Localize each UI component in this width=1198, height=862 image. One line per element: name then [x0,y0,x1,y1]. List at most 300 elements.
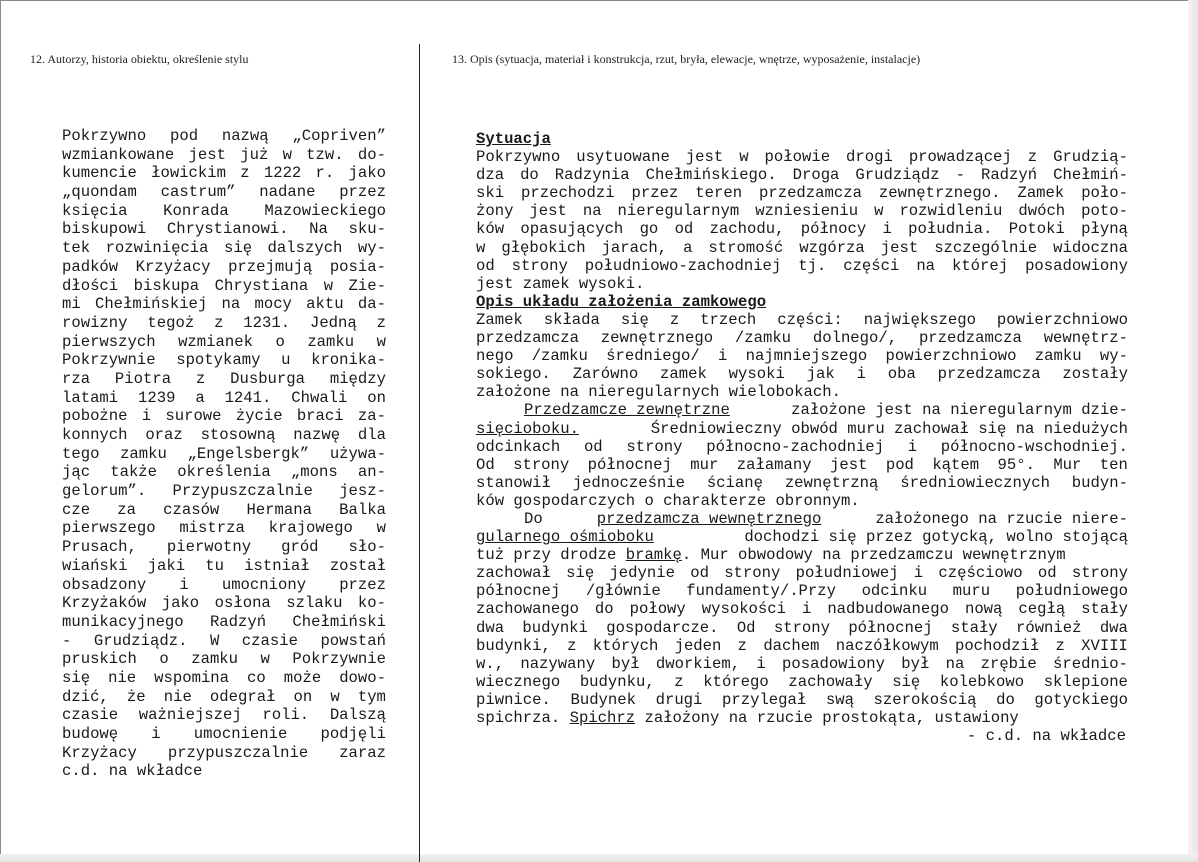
word: Na [309,220,328,239]
term-inner-bailey: przedzamcza wewnętrznego [596,509,822,528]
word: w [260,650,270,669]
word: między [329,369,386,388]
word: Krzyżacy [62,743,137,762]
word: wiecznego [476,672,561,691]
text-line [62,632,386,651]
term-decagon: sięcioboku. [476,419,579,438]
word: żony [476,202,514,221]
word: największego [863,310,976,329]
word: aktu [306,295,344,314]
word: pierwszych [62,332,156,351]
word: północno-zachodniej [706,437,885,456]
word: padków [62,257,119,276]
term-octagon: gularnego ośmioboku [476,528,654,547]
word: zrębie [980,654,1037,673]
text-fragment: dochodzi się przez gotycką, wolno stojącą [744,528,1128,547]
text-fragment: . Mur obwodowy na przedzamczu wewnętrznym [681,546,1066,565]
word: północnej [848,618,933,637]
word: i [801,600,812,619]
word: jest [529,202,567,221]
word: był [611,654,640,673]
word: budowę [62,725,119,743]
word: Zarówno [572,365,639,384]
text-line [62,594,386,613]
word: wspomina [154,668,230,687]
word: wy- [1099,347,1128,366]
word: konnych [62,426,128,444]
word: nie [108,668,137,687]
text-line [62,351,386,370]
word: posadowiony [1025,256,1128,275]
word: zewnętrzną [784,473,879,492]
text-fragment: założony na rzucie prostokąta, ustawiony [644,709,1019,727]
word: an- [357,463,386,482]
word: podjęli [320,725,386,743]
word: dwa [1099,618,1128,637]
word: ków [476,220,505,239]
word: co [247,668,266,687]
word: wzmianek [178,332,253,351]
word: tek [62,239,91,258]
text-line [476,456,1128,474]
word: dza [476,166,505,185]
word: życie [235,407,283,426]
word: „Copriven” [292,127,386,145]
word: nadbudowanego [827,600,949,619]
word: 1241. [224,388,272,407]
text-line [476,329,1128,347]
word: z [195,369,206,388]
word: Chwali [291,388,348,407]
word: już [240,145,269,164]
word: połowie [764,148,831,167]
word: pierwszego [62,519,156,538]
text-line [62,519,386,538]
word: mi [62,295,81,314]
word: może [283,668,322,687]
word: pochodził [954,636,1040,655]
word: jest [880,238,919,257]
word: budynku, [579,672,655,691]
word: dłości [62,276,119,295]
word: średnio- [1053,654,1128,673]
word: piwnice. [476,690,551,709]
term-outer-bailey: Przedzamcze zewnętrzne [524,401,730,420]
text-line [62,127,386,146]
text-line [62,426,386,445]
word: Potoki [1008,220,1065,239]
word: 1239 [138,388,176,407]
word: „Engelsbergk” [187,444,310,463]
word: Pokrzywnie [292,650,386,669]
word: której [951,256,1009,275]
word: średniowiecznych [900,473,1050,492]
word: strony [626,437,683,456]
word: odcinku [861,582,928,601]
word: kronika- [311,351,386,370]
word: Chrystiana [214,276,309,295]
word: przez [339,183,386,202]
word: sku- [348,220,386,239]
text-line [476,546,1128,564]
word: cegłą [1018,600,1066,619]
word: szczególnie [934,238,1038,257]
text-line [62,239,386,258]
word: tym [357,687,386,706]
text-line [62,445,386,464]
text-line [476,365,1128,383]
word: przedzamcza [937,365,1041,384]
word: Dalszą [329,706,386,725]
text-line [476,528,1128,546]
word: Od [736,618,756,637]
text-fragment: Średniowieczny obwód muru zachował się na niedużych [650,419,1128,438]
text-fragment: jest zamek wysoki. [476,274,645,293]
word: przejmują [228,257,313,276]
word: północnej [587,455,672,474]
word: do- [357,145,386,164]
word: fundamenty/.Przy [686,582,836,601]
text-line [476,673,1128,691]
word: budyn- [1071,473,1128,492]
word: - [955,166,965,185]
text-line [62,706,386,725]
word: zachował [476,564,551,583]
word: budynki [522,618,588,637]
word: nie [163,687,192,706]
text-line [476,510,1128,528]
word: oba [887,365,916,384]
word: łowickim [151,164,226,183]
word: i [913,564,924,583]
text-line [62,333,386,352]
continued-text: - c.d. na wkładce [966,727,1126,746]
word: nazywany [520,654,596,673]
word: W [209,631,220,650]
word: tegoż [147,313,195,332]
word: zamku [307,332,355,351]
word: stromość [708,238,784,257]
word: Balka [339,500,386,519]
text-line [62,277,386,296]
word: nową [964,600,1003,619]
word: że [126,687,146,706]
word: się [892,672,921,691]
word: Chełmińskiego. [645,166,777,185]
word: południowej [795,564,899,583]
word: tu [205,556,224,575]
word: Grudzią- [1053,148,1128,167]
word: rozwidleniu [899,202,1003,221]
word: czasie [62,706,119,725]
word: z [214,313,224,332]
text-line [476,383,1128,401]
word: w [739,148,749,167]
word: z [1055,636,1065,655]
text-line [62,258,386,277]
word: oraz [145,426,183,444]
word: jest [188,145,226,164]
word: się [62,668,91,687]
word: Radzyń [980,166,1038,185]
word: Pokrzywno [476,148,561,167]
word: na [221,295,241,314]
word: w [376,519,386,538]
left-section-header: 12. Autorzy, historia obiektu, określenie stylu [30,52,249,66]
word: prowadzącej [908,148,1012,167]
word: głębokich [501,238,586,257]
text-line [476,474,1128,492]
word: połowy [629,600,686,619]
word: a [195,388,205,407]
word: tzw. [306,145,344,164]
text-line [62,183,386,202]
word: r. [315,164,335,183]
text-line [476,166,1128,184]
word: w [282,145,292,164]
word: powstań [320,631,386,650]
word: dwa [476,618,505,637]
word: rza [62,369,91,388]
word: jednocześnie [572,473,685,492]
text-line [476,600,1128,618]
word: budynki, [476,636,551,655]
word: pobożne [62,407,128,426]
word: załamany [736,455,812,474]
word: za [117,500,136,519]
word: i [856,365,866,384]
word: w [874,202,884,221]
word: szlaku [286,594,343,613]
word: kumencie [62,164,137,183]
word: do [594,600,614,619]
word: biskupa [133,276,200,295]
word: dwóch [1018,202,1066,221]
word: dzić, [62,687,109,706]
word: umocnienie [193,725,288,743]
word: północnej [476,582,561,601]
word: jaki [147,556,186,575]
word: wzgórza [799,238,865,257]
word: istniał [244,556,310,575]
word: obsadzony [62,575,147,594]
text-fragment: tuż przy drodze [476,546,617,565]
word: zachowanego [476,600,579,619]
word: stały [950,618,998,637]
text-line [476,492,1128,510]
word: poło- [1081,184,1128,203]
word: w [376,332,386,351]
word: zamku [1034,347,1082,366]
word: i [882,220,892,239]
word: XVIII [1081,636,1128,655]
section-heading-layout: Opis układu założenia zamkowego [476,292,767,311]
text-fragment: spichrza. [476,709,561,727]
word: przylegał [722,690,807,709]
text-line [62,370,386,389]
word: kolebkowo [939,672,1025,691]
word: na [945,654,965,673]
text-fragment: założone jest na nieregularnym dzie- [791,401,1128,420]
text-line [62,501,386,520]
word: w [323,276,334,295]
word: pierwotny [166,538,252,557]
word: odcinkach [476,437,561,456]
word: z [674,672,684,691]
word: zachodu, [709,220,785,239]
word: na [582,202,602,221]
word: zewnętrznego. [878,184,1001,203]
continued-note [476,727,1128,745]
word: tego [62,444,100,463]
section-heading-situation: Sytuacja [476,130,551,148]
word: szerokością [873,690,977,709]
text-fragment: założonego na rzucie niere- [875,509,1128,528]
word: biskupowi [62,220,147,239]
word: od [476,256,495,275]
word: „mons [290,463,338,482]
column-divider [419,44,420,862]
word: nazwą [221,127,269,145]
word: i [151,725,161,743]
word: do [520,166,539,185]
word: strony [724,564,781,583]
word: Konrada [163,201,229,220]
word: nego [476,347,514,366]
inner-bailey-paragraph [476,510,1128,745]
word: gród [281,538,319,557]
word: ko- [357,594,386,613]
word: pod [170,127,199,145]
word: na [916,256,936,275]
word: z [567,636,577,655]
word: za- [357,407,386,426]
right-section-header: 13. Opis (sytuacja, materiał i konstrukcja, rzut, bryła, elewacje, wnętrze, wyposażenie, instalacje) [452,52,921,66]
word: munikacyjnego [62,612,184,631]
text-line [476,709,1128,727]
word: mistrza [179,519,245,538]
word: Radzynia [554,166,630,185]
word: z [737,636,748,655]
text-line [476,347,1128,365]
text-line [62,220,386,239]
word: posadowiony [782,654,885,673]
word: od [674,220,694,239]
text-line [62,538,386,557]
word: dla [357,426,386,444]
word: części: [777,310,843,329]
text-line [62,669,386,688]
word: ważniejszej [138,706,242,725]
word: a [683,238,693,257]
text-line [62,463,386,482]
word: Krzyżaków [62,594,147,613]
word: Hermana [246,500,312,519]
word: od [1037,564,1057,583]
word: wysokości [701,600,786,619]
word: północy [800,220,867,239]
word: /zamku [734,329,792,348]
word: swą [825,690,854,709]
word: nadane [259,183,316,202]
word: stosowną [200,426,276,444]
text-line [476,184,1128,202]
word: rowizny [62,313,128,332]
word: /zamku [531,347,588,366]
word: Pokrzywno [62,127,147,145]
word: przedzamcza [476,329,579,348]
word: Droga [792,166,840,185]
text-line [476,148,1128,166]
word: opasujących [520,220,624,239]
description-text-column [476,130,1128,745]
word: z [376,313,386,332]
word: płyną [1081,220,1128,239]
word: da- [357,295,386,314]
word: - [62,631,72,650]
word: powierzchniowo [885,347,1017,366]
word: z [240,164,250,183]
word: gelorum”. [62,482,147,501]
text-line [476,401,1128,419]
word: stały [1081,600,1128,619]
text-line [62,725,386,744]
word: księcia [62,201,128,220]
word: używa- [329,444,386,463]
word: wzmiankowane [62,145,175,164]
word: Jedną [309,313,357,332]
word: w., [476,654,505,673]
word: których [592,636,659,655]
word: był [901,654,930,673]
word: trzech [700,310,757,329]
word: składa [543,310,600,329]
word: muru [952,582,991,601]
word: zaraz [339,743,386,762]
word: latami [62,388,119,407]
word: określenia [177,463,271,482]
word: się [620,310,649,329]
word: jesz- [339,482,386,501]
text-line [62,650,386,669]
word: ski [476,184,505,203]
text-line [476,438,1128,456]
text-line [62,557,386,576]
page-edge-right [1188,0,1198,862]
text-line [476,239,1128,257]
word: z [1027,148,1038,167]
word: zostały [1062,365,1128,384]
word: wzniesieniu [755,202,859,221]
word: poto- [1081,202,1128,221]
word: i [907,437,918,456]
word: zamku [120,444,167,463]
word: Mur [1053,455,1082,474]
word: od [583,437,603,456]
word: jeden [674,636,722,655]
text-line [62,389,386,408]
term-gate: bramkę [625,546,682,565]
word: zewnętrznego [600,329,714,348]
word: południowo-zachodniej [584,256,782,275]
word: Od [476,455,495,474]
word: stanowił [476,473,551,492]
word: od [690,564,709,583]
word: w [330,687,340,706]
word: krajowego [268,519,353,538]
word: odegrał [209,687,276,706]
word: o [159,650,169,669]
